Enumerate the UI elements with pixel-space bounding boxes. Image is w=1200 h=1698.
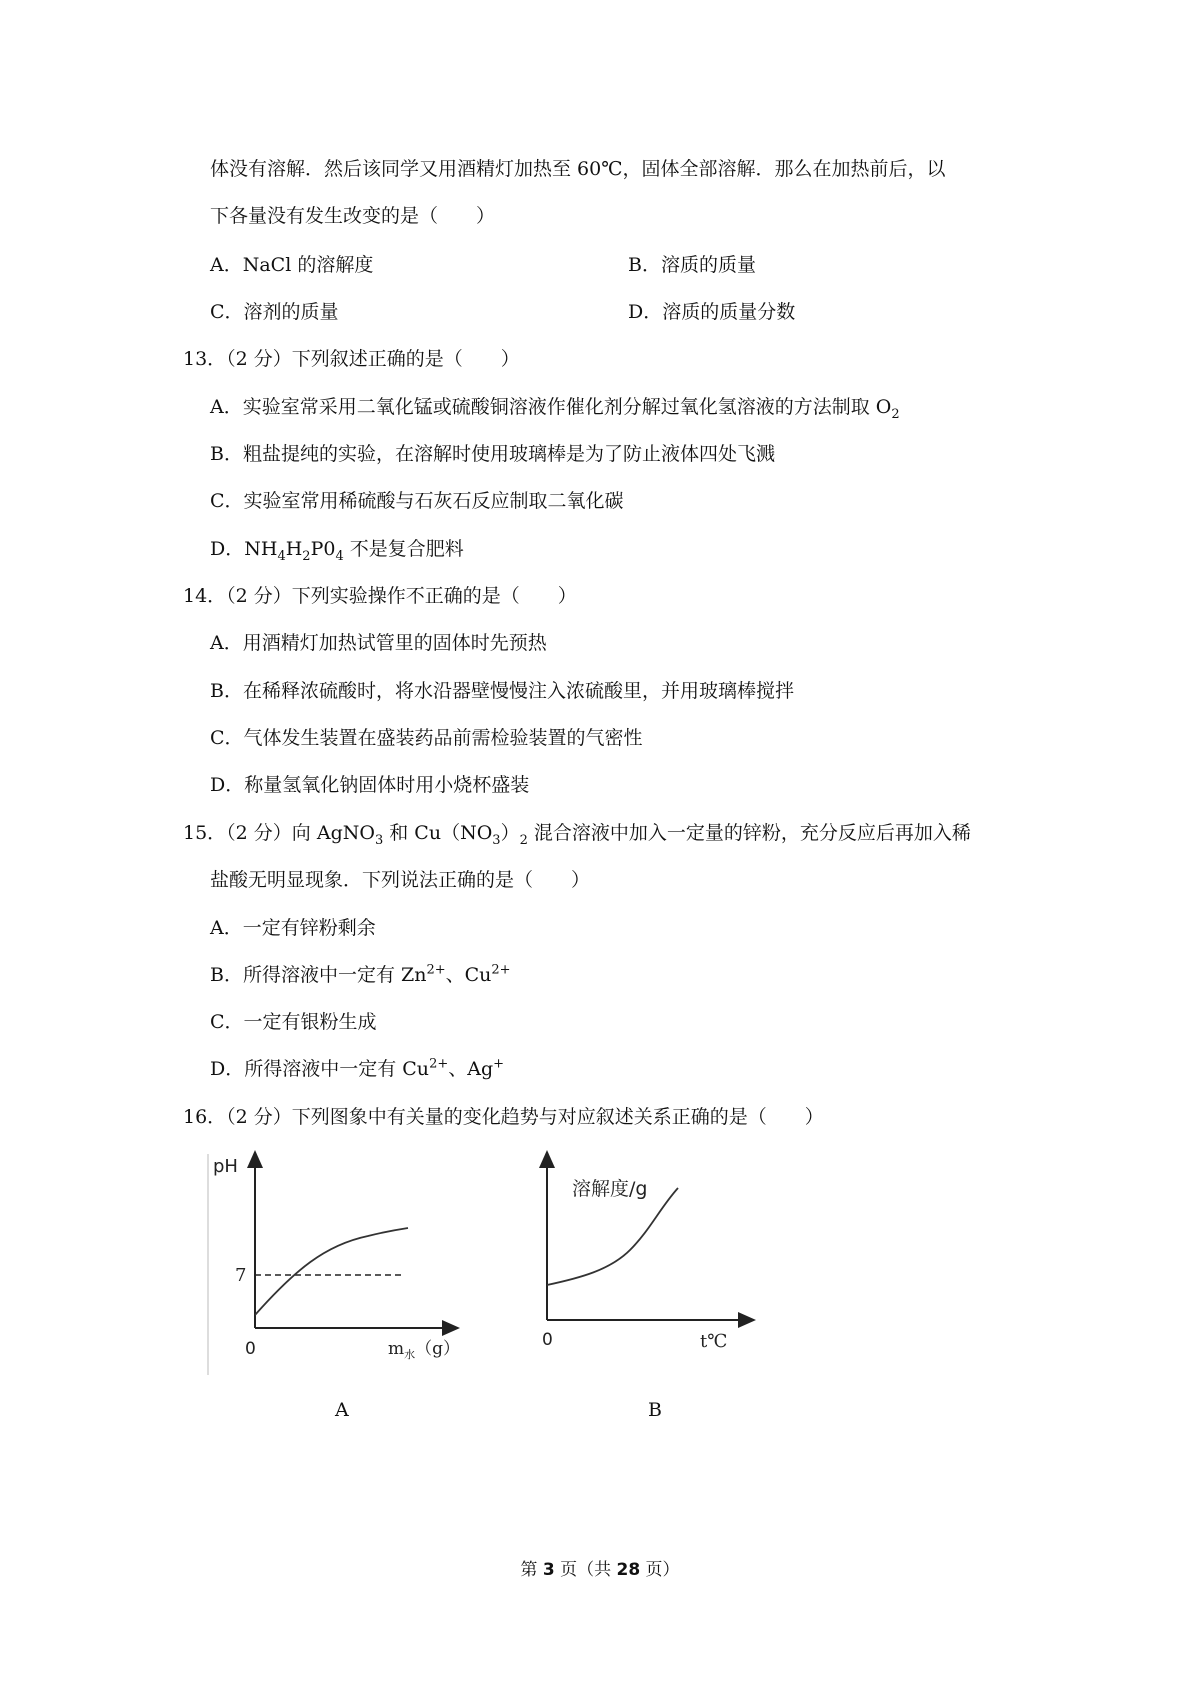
q15-d-p2: 、Ag	[448, 1058, 494, 1080]
figure-a-ref-label: 7	[235, 1265, 247, 1286]
q15-option-b	[210, 963, 511, 987]
q15-stem-sub2: 3	[492, 832, 501, 848]
figure-a-x-label-sub: 水	[404, 1348, 416, 1361]
q15-b-p2: 、Cu	[445, 964, 492, 986]
footer-total-pages: 28	[616, 1560, 641, 1580]
figure-a-x-label	[388, 1339, 460, 1361]
figure-a-x-label-unit: （g）	[415, 1339, 461, 1359]
footer-suffix: 页）	[640, 1560, 680, 1580]
figure-a-origin-label: 0	[245, 1339, 256, 1359]
q13-d-sub3: 4	[335, 548, 344, 564]
q13-d-sub2: 2	[302, 548, 311, 564]
q15-stem-line1	[183, 821, 971, 848]
q13-option-a	[210, 395, 900, 422]
q15-b-sup2: 2+	[491, 962, 511, 978]
q15-stem-sub1: 3	[374, 832, 384, 848]
q12-option-c: C．溶剂的质量	[210, 301, 339, 323]
q13-d-suffix: 不是复合肥料	[343, 538, 464, 560]
q12-option-d: D．溶质的质量分数	[628, 301, 796, 323]
page-footer	[0, 1555, 1200, 1580]
figure-a	[205, 1150, 465, 1390]
q15-option-d	[210, 1057, 504, 1081]
q15-stem-p4: 混合溶液中加入一定量的锌粉，充分反应后再加入稀	[527, 822, 971, 844]
figure-a-caption: A	[335, 1399, 349, 1421]
q13-d-mid2: P0	[310, 538, 336, 560]
q13-d-mid1: H	[285, 538, 303, 560]
q14-option-a: A．用酒精灯加热试管里的固体时先预热	[210, 632, 547, 654]
q12-stem-line1: 体没有溶解．然后该同学又用酒精灯加热至 60℃，固体全部溶解．那么在加热前后，以	[210, 158, 946, 180]
q13-option-b: B．粗盐提纯的实验，在溶解时使用玻璃棒是为了防止液体四处飞溅	[210, 443, 775, 465]
q14-option-d: D．称量氢氧化钠固体时用小烧杯盛装	[210, 774, 530, 796]
q13-d-prefix: D．NH	[210, 538, 278, 560]
q15-option-c: C．一定有银粉生成	[210, 1011, 377, 1033]
footer-prefix: 第	[520, 1560, 543, 1580]
q13-stem: 13．（2 分）下列叙述正确的是（ ）	[183, 348, 520, 370]
figure-a-y-label: pH	[213, 1156, 238, 1177]
footer-page-number: 3	[542, 1560, 555, 1580]
q15-b-p1: B．所得溶液中一定有 Zn	[210, 964, 427, 986]
q15-b-sup1: 2+	[426, 962, 446, 978]
q13-d-sub1: 4	[277, 548, 286, 564]
q14-option-b: B．在稀释浓硫酸时，将水沿器壁慢慢注入浓硫酸里，并用玻璃棒搅拌	[210, 680, 794, 702]
figure-b-graph	[520, 1150, 760, 1390]
q15-d-sup2: +	[493, 1056, 505, 1072]
figure-b-caption: B	[648, 1399, 662, 1421]
figure-b-y-label: 溶解度/g	[572, 1178, 648, 1200]
q15-d-sup1: 2+	[429, 1056, 449, 1072]
q12-stem-line2: 下各量没有发生改变的是（ ）	[210, 205, 496, 227]
figure-a-graph	[205, 1150, 465, 1390]
q15-stem-sub3: 2	[519, 832, 528, 848]
q15-stem-line2: 盐酸无明显现象．下列说法正确的是（ ）	[210, 869, 591, 891]
figure-b-solubility-curve	[547, 1188, 678, 1285]
q15-d-p1: D．所得溶液中一定有 Cu	[210, 1058, 430, 1080]
q13-option-a-text: A．实验室常采用二氧化锰或硫酸铜溶液作催化剂分解过氧化氢溶液的方法制取 O	[210, 396, 892, 418]
figure-b-origin-label: 0	[542, 1330, 553, 1350]
footer-middle: 页（共	[554, 1560, 617, 1580]
q13-option-a-subscript: 2	[891, 406, 900, 422]
q13-option-c: C．实验室常用稀硫酸与石灰石反应制取二氧化碳	[210, 490, 624, 512]
q15-stem-p2: 和 Cu（NO	[383, 822, 493, 844]
q16-stem: 16．（2 分）下列图象中有关量的变化趋势与对应叙述关系正确的是（ ）	[183, 1106, 824, 1128]
q14-stem: 14．（2 分）下列实验操作不正确的是（ ）	[183, 585, 577, 607]
q15-stem-p3: ）	[500, 822, 520, 844]
figure-b-x-label: t℃	[700, 1331, 728, 1352]
q15-stem-p1: 15．（2 分）向 AgNO	[183, 822, 375, 844]
q15-option-a: A．一定有锌粉剩余	[210, 917, 376, 939]
q12-option-a: A．NaCl 的溶解度	[210, 254, 374, 276]
q12-option-b: B．溶质的质量	[628, 254, 756, 276]
figure-a-x-label-m: m	[388, 1339, 405, 1359]
figure-b	[520, 1150, 760, 1390]
figure-a-ph-curve	[255, 1228, 408, 1315]
q14-option-c: C．气体发生装置在盛装药品前需检验装置的气密性	[210, 727, 643, 749]
q13-option-d	[210, 537, 464, 564]
